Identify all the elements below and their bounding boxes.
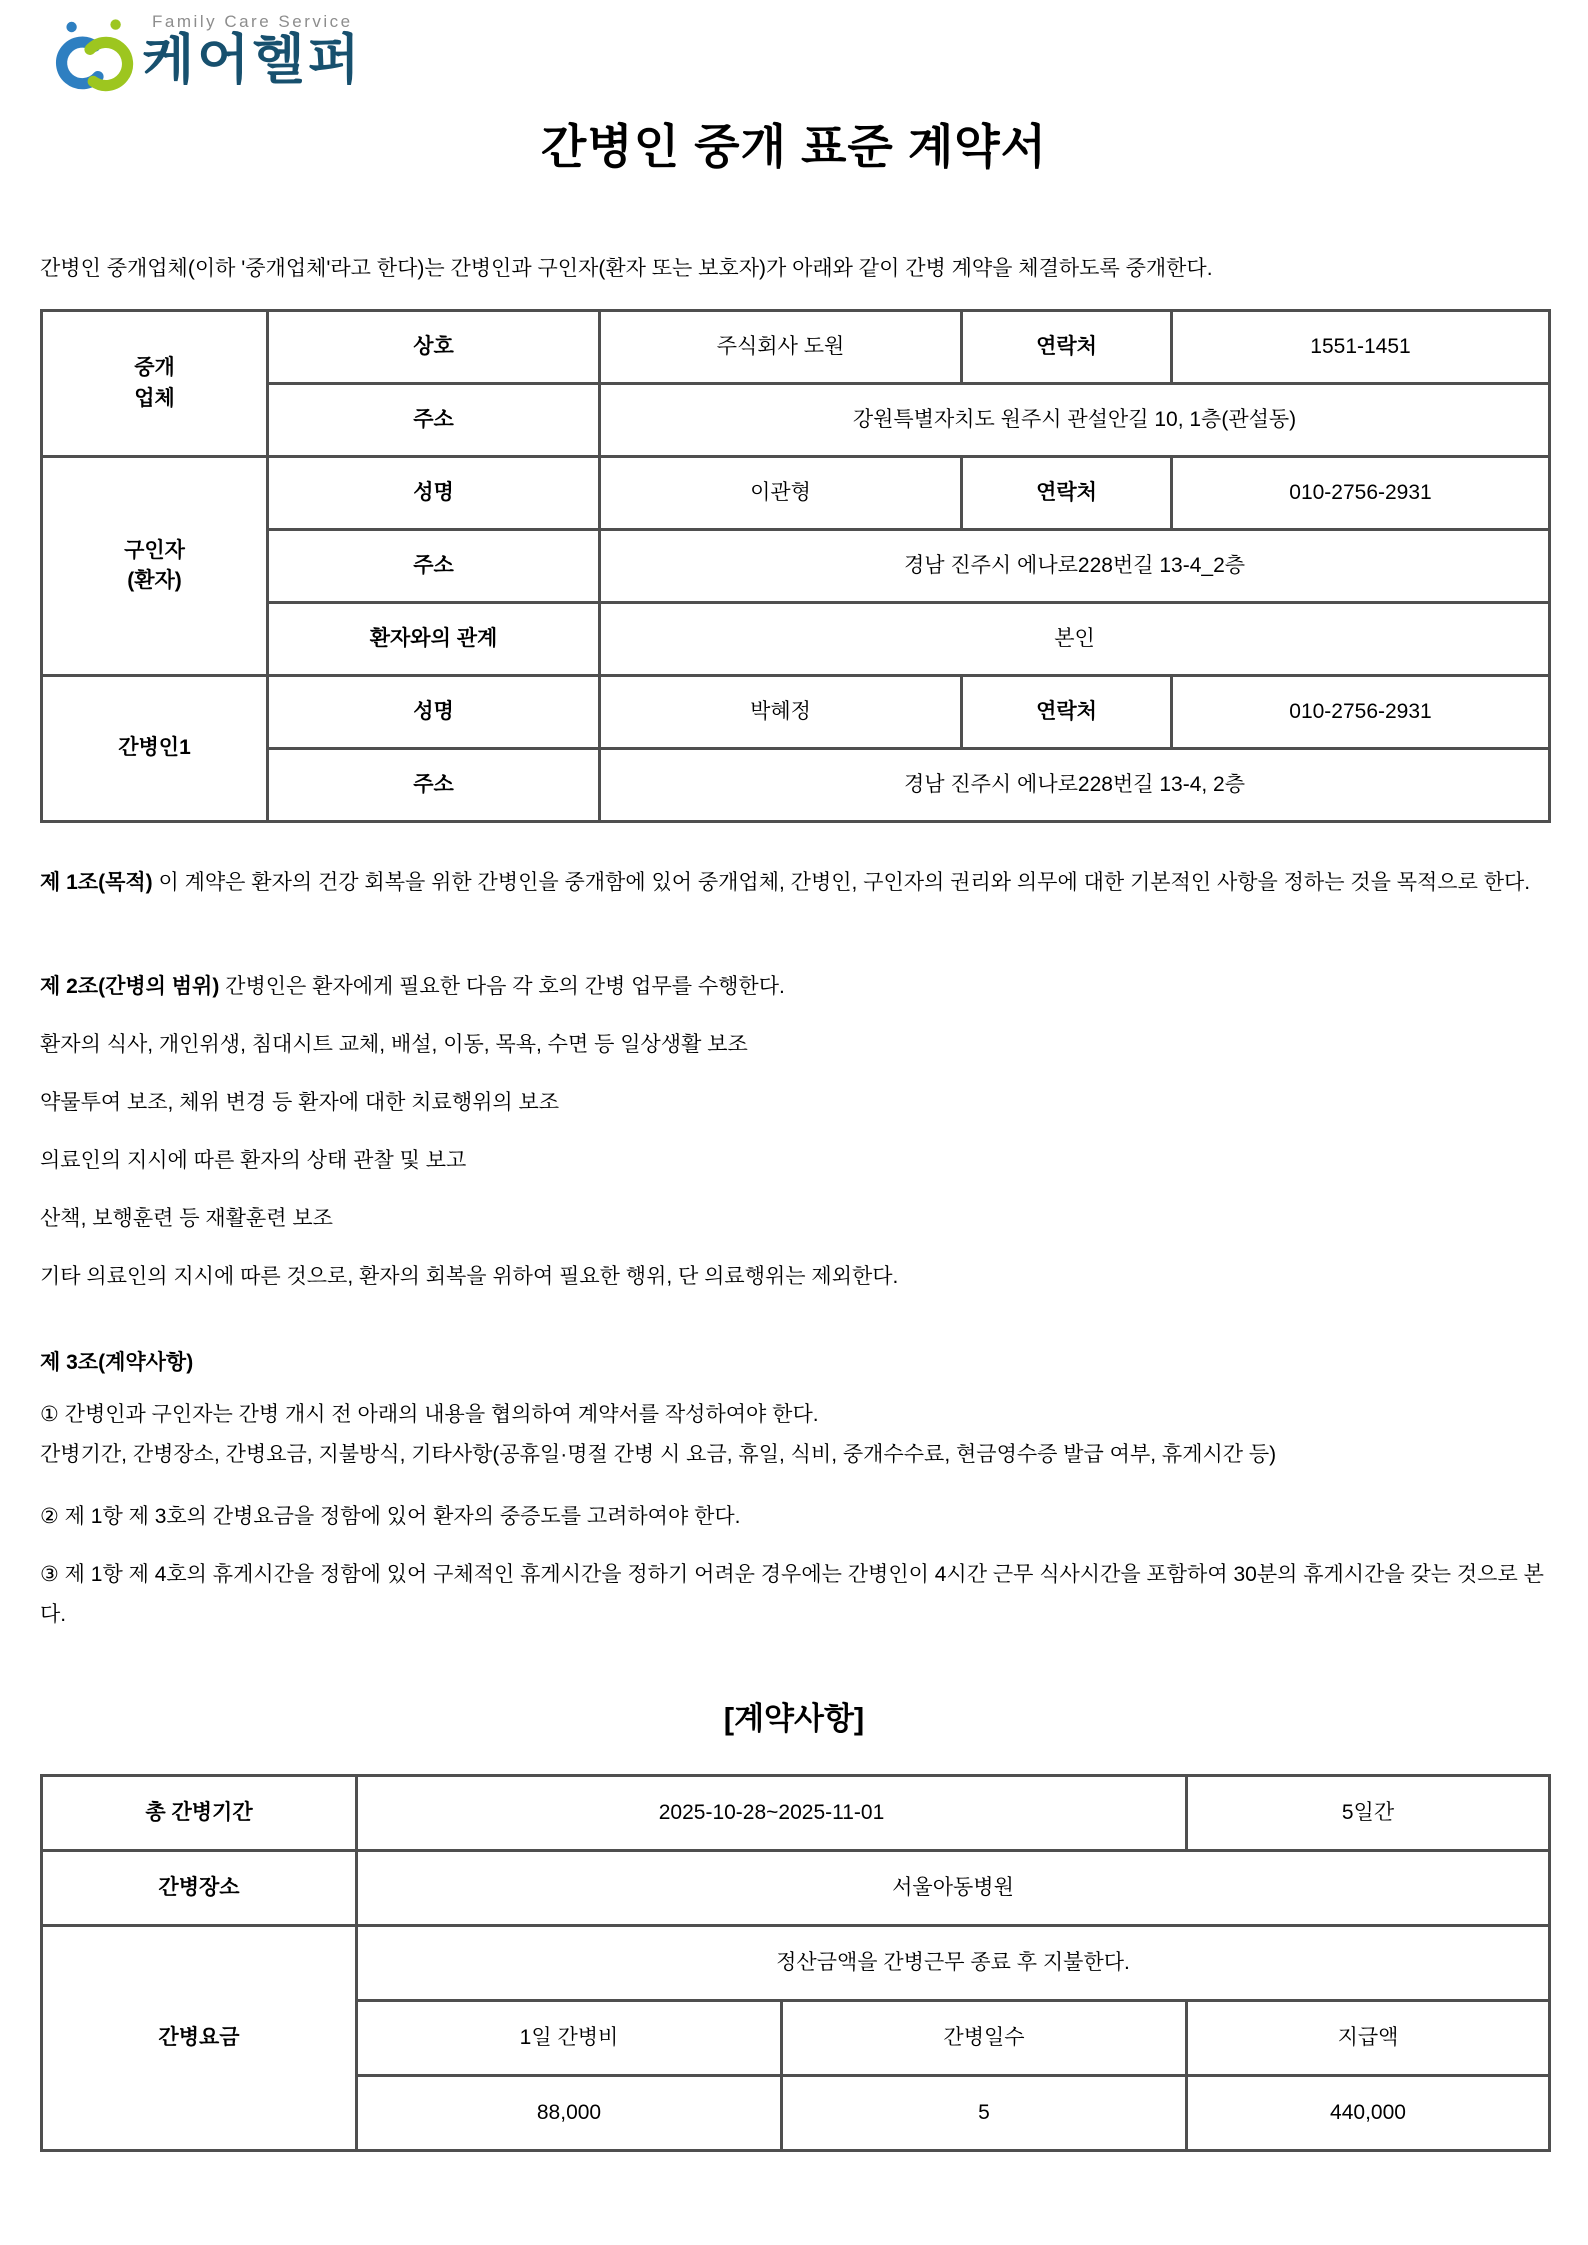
employer-address-label: 주소 (268, 530, 600, 603)
fee-col-daily-label: 1일 간병비 (357, 2001, 782, 2076)
employer-group-label-line1: 구인자 (124, 538, 185, 562)
caregiver-contact-label: 연락처 (962, 676, 1172, 749)
caregiver-name-value: 박혜정 (600, 676, 962, 749)
table-row-broker-name (42, 311, 1550, 384)
article-3-clause-2: ② 제 1항 제 3호의 간병요금을 정함에 있어 환자의 중증도를 고려하여야 한다. (40, 1505, 741, 1529)
logo-tagline: Family Care Service (152, 12, 353, 31)
fee-days-value: 5 (782, 2076, 1187, 2151)
table-row-employer-relation (42, 603, 1550, 676)
broker-contact-label: 연락처 (962, 311, 1172, 384)
article-2-item-1: 환자의 식사, 개인위생, 침대시트 교체, 배설, 이동, 목욕, 수면 등 일상생활 보조 (40, 1033, 748, 1057)
broker-group-label (42, 311, 268, 457)
place-label: 간병장소 (42, 1851, 357, 1926)
fee-col-total-label: 지급액 (1187, 2001, 1550, 2076)
employer-name-value: 이관형 (600, 457, 962, 530)
logo-green-swoosh (90, 42, 128, 85)
broker-group-label-line1: 중개 (134, 356, 175, 380)
caregiver-name-label: 성명 (268, 676, 600, 749)
caregiver-address-value: 경남 진주시 에나로228번길 13-4, 2층 (600, 749, 1550, 822)
article-3-clause-1-line1: ① 간병인과 구인자는 간병 개시 전 아래의 내용을 협의하여 계약서를 작성하여야 한다. (40, 1403, 819, 1427)
fee-total-value: 440,000 (1187, 2076, 1550, 2151)
article-1 (40, 863, 1548, 903)
broker-address-label: 주소 (268, 384, 600, 457)
caregiver-group-label: 간병인1 (42, 676, 268, 822)
period-label: 총 간병기간 (42, 1776, 357, 1851)
employer-relation-label: 환자와의 관계 (268, 603, 600, 676)
table-row-employer-name (42, 457, 1550, 530)
article-3-clause-1-line2: 간병기간, 간병장소, 간병요금, 지불방식, 기타사항(공휴일·명절 간병 시 요금, 휴일, 식비, 중개수수료, 현금영수증 발급 여부, 휴게시간 등) (40, 1443, 1277, 1467)
broker-name-label: 상호 (268, 311, 600, 384)
fee-note: 정산금액을 간병근무 종료 후 지불한다. (357, 1926, 1550, 2001)
broker-address-value: 강원특별자치도 원주시 관설안길 10, 1층(관설동) (600, 384, 1550, 457)
employer-address-value: 경남 진주시 에나로228번길 13-4_2층 (600, 530, 1550, 603)
parties-table (40, 309, 1551, 823)
broker-name-value: 주식회사 도원 (600, 311, 962, 384)
table-row-caregiver-address (42, 749, 1550, 822)
article-2-item-2: 약물투여 보조, 체위 변경 등 환자에 대한 치료행위의 보조 (40, 1091, 560, 1115)
header (40, 0, 1548, 112)
article-2-title: 제 2조(간병의 범위) (40, 975, 220, 999)
caregiver-address-label: 주소 (268, 749, 600, 822)
article-2 (40, 967, 1548, 1007)
article-2-body: 간병인은 환자에게 필요한 다음 각 호의 간병 업무를 수행한다. (219, 975, 785, 999)
article-3-title: 제 3조(계약사항) (40, 1351, 194, 1375)
table-row-employer-address (42, 530, 1550, 603)
logo-text-block (142, 10, 363, 89)
intro-paragraph: 간병인 중개업체(이하 '중개업체'라고 한다)는 간병인과 구인자(환자 또는 보호자)가 아래와 같이 간병 계약을 체결하도록 중개한다. (40, 257, 1213, 281)
logo-brand-text: 케어헬퍼 (142, 30, 363, 90)
fee-col-days-label: 간병일수 (782, 2001, 1187, 2076)
fee-label: 간병요금 (42, 1926, 357, 2151)
broker-contact-value: 1551-1451 (1172, 311, 1550, 384)
article-1-title: 제 1조(목적) (40, 871, 153, 895)
logo-blue-dot (66, 22, 76, 32)
fee-daily-value: 88,000 (357, 2076, 782, 2151)
contract-details-table (40, 1774, 1551, 2152)
period-value: 2025-10-28~2025-11-01 (357, 1776, 1187, 1851)
employer-contact-value: 010-2756-2931 (1172, 457, 1550, 530)
logo-green-dot (110, 19, 120, 29)
period-days-value: 5일간 (1187, 1776, 1550, 1851)
table-row-broker-address (42, 384, 1550, 457)
article-3-clause-1 (40, 1395, 1548, 1475)
article-3-clause-3: ③ 제 1항 제 4호의 휴게시간을 정함에 있어 구체적인 휴게시간을 정하기 어려운 경우에는 간병인이 4시간 근무 식사시간을 포함하여 30분의 휴게시간을 갖는 것으로 본다. (40, 1563, 1544, 1627)
table-row-period (42, 1776, 1550, 1851)
employer-group-label (42, 457, 268, 676)
table-row-caregiver-name (42, 676, 1550, 749)
employer-group-label-line2: (환자) (127, 569, 182, 593)
page-title: 간병인 중개 표준 계약서 (540, 120, 1048, 173)
contract-details-heading: [계약사항] (723, 1701, 865, 1737)
broker-group-label-line2: 업체 (134, 386, 175, 410)
carehelper-heart-logo-icon (50, 10, 138, 108)
table-row-place (42, 1851, 1550, 1926)
employer-relation-value: 본인 (600, 603, 1550, 676)
article-1-body: 이 계약은 환자의 건강 회복을 위한 간병인을 중개함에 있어 중개업체, 간병인, 구인자의 권리와 의무에 대한 기본적인 사항을 정하는 것을 목적으로 한다. (152, 871, 1531, 895)
article-2-item-3: 의료인의 지시에 따른 환자의 상태 관찰 및 보고 (40, 1149, 467, 1173)
table-row-fee-note (42, 1926, 1550, 2001)
employer-contact-label: 연락처 (962, 457, 1172, 530)
article-2-item-5: 기타 의료인의 지시에 따른 것으로, 환자의 회복을 위하여 필요한 행위, 단 의료행위는 제외한다. (40, 1265, 899, 1289)
caregiver-contact-value: 010-2756-2931 (1172, 676, 1550, 749)
employer-name-label: 성명 (268, 457, 600, 530)
place-value: 서울아동병원 (357, 1851, 1550, 1926)
article-2-item-4: 산책, 보행훈련 등 재활훈련 보조 (40, 1207, 333, 1231)
